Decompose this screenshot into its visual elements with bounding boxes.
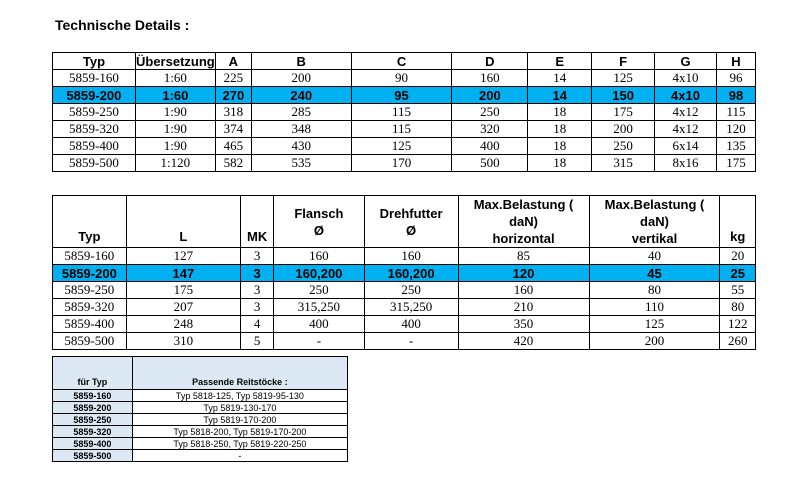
table-cell: 250 [274, 282, 364, 299]
table-row [53, 414, 348, 426]
table-cell: 250 [364, 282, 458, 299]
table-row [53, 155, 756, 172]
table-cell: 5859-500 [53, 333, 127, 350]
table-cell: 240 [251, 87, 351, 104]
table-cell: - [132, 450, 347, 462]
table-cell: Typ 5819-170-200 [132, 414, 347, 426]
table-cell: 110 [589, 299, 720, 316]
header-line: Ø [406, 222, 417, 238]
table-cell: 175 [592, 104, 655, 121]
table-cell: 3 [241, 265, 274, 282]
table-row [53, 104, 756, 121]
table-cell: 318 [215, 104, 251, 121]
header-cell [589, 196, 720, 248]
table-row [53, 316, 756, 333]
table-cell: 250 [592, 138, 655, 155]
table-cell: 207 [126, 299, 240, 316]
table-cell: 1:120 [135, 155, 215, 172]
table-cell: 400 [364, 316, 458, 333]
table-cell: 420 [458, 333, 589, 350]
table-cell: 1:90 [135, 104, 215, 121]
table-cell: 147 [126, 265, 240, 282]
header-cell: kg [720, 196, 756, 248]
table-cell: 315,250 [274, 299, 364, 316]
table-cell: 270 [215, 87, 251, 104]
table-cell: 175 [716, 155, 755, 172]
table-cell: 98 [716, 87, 755, 104]
table-cell: 45 [589, 265, 720, 282]
table-cell: 1:90 [135, 121, 215, 138]
header-cell [364, 196, 458, 248]
table-cell: 120 [716, 121, 755, 138]
table-cell: 3 [241, 248, 274, 265]
table-cell: 285 [251, 104, 351, 121]
table-cell: 14 [528, 87, 592, 104]
table-cell: 18 [528, 155, 592, 172]
table-cell: 4 [241, 316, 274, 333]
table-row [53, 282, 756, 299]
header-line: vertikal [631, 231, 678, 246]
table-row-highlighted [53, 265, 756, 282]
table-cell: 25 [720, 265, 756, 282]
table-cell: 5859-400 [53, 316, 127, 333]
table-cell: 95 [351, 87, 452, 104]
table-cell: 5859-250 [53, 414, 133, 426]
table-cell: 250 [452, 104, 528, 121]
table-cell: 14 [528, 70, 592, 87]
header-cell [274, 196, 364, 248]
table-cell: Typ 5819-130-170 [132, 402, 347, 414]
table-row [53, 402, 348, 414]
header-cell: MK [241, 196, 274, 248]
table-cell: 55 [720, 282, 756, 299]
header-line: horizontal [492, 231, 555, 246]
table-cell: 5859-200 [53, 402, 133, 414]
table-cell: 465 [215, 138, 251, 155]
header-cell: Typ [53, 196, 127, 248]
table-cell: 5859-160 [53, 390, 133, 402]
table-cell: 400 [452, 138, 528, 155]
table-cell: Typ 5818-250, Typ 5819-220-250 [132, 438, 347, 450]
table-cell: 200 [251, 70, 351, 87]
table-row [53, 121, 756, 138]
load-table [52, 195, 756, 350]
header-cell: D [452, 53, 528, 70]
table-cell: 18 [528, 104, 592, 121]
table-cell: 125 [592, 70, 655, 87]
table-cell: 225 [215, 70, 251, 87]
table-cell: 5859-320 [53, 426, 133, 438]
table-cell: 160,200 [364, 265, 458, 282]
table-cell: 80 [720, 299, 756, 316]
table-cell: 5 [241, 333, 274, 350]
table-cell: 5859-400 [53, 438, 133, 450]
table-cell: 5859-160 [53, 248, 127, 265]
header-cell: C [351, 53, 452, 70]
header-cell: A [215, 53, 251, 70]
table-cell: 90 [351, 70, 452, 87]
table-cell: 248 [126, 316, 240, 333]
table-row [53, 390, 348, 402]
header-cell [458, 196, 589, 248]
table-cell: 127 [126, 248, 240, 265]
table-cell: 5859-320 [53, 299, 127, 316]
header-cell: F [592, 53, 655, 70]
table-cell: 320 [452, 121, 528, 138]
table-cell: 3 [241, 299, 274, 316]
table-header-row [53, 357, 348, 390]
header-line: Max.Belastung ( daN) [473, 197, 574, 229]
header-cell: B [251, 53, 351, 70]
table-cell: 210 [458, 299, 589, 316]
header-cell: E [528, 53, 592, 70]
table-cell: 160 [458, 282, 589, 299]
table-cell: 310 [126, 333, 240, 350]
table-cell: 350 [458, 316, 589, 333]
table-row [53, 138, 756, 155]
table-cell: 135 [716, 138, 755, 155]
table-cell: 315,250 [364, 299, 458, 316]
table-cell: 4x10 [655, 87, 717, 104]
header-line: Ø [313, 222, 324, 238]
table-cell: 115 [351, 104, 452, 121]
table-row [53, 450, 348, 462]
table-cell: 348 [251, 121, 351, 138]
table-cell: 4x12 [655, 121, 717, 138]
table-cell: 5859-500 [53, 450, 133, 462]
table-cell: 160 [364, 248, 458, 265]
table-cell: 4x12 [655, 104, 717, 121]
header-cell: für Typ [53, 357, 133, 390]
table-cell: 535 [251, 155, 351, 172]
table-cell: 40 [589, 248, 720, 265]
table-cell: 115 [716, 104, 755, 121]
table-cell: 5859-320 [53, 121, 136, 138]
table-cell: 260 [720, 333, 756, 350]
table-cell: - [364, 333, 458, 350]
table-cell: 18 [528, 121, 592, 138]
table-cell: 1:60 [135, 87, 215, 104]
table-cell: 160,200 [274, 265, 364, 282]
table-cell: 400 [274, 316, 364, 333]
table-header-row [53, 196, 756, 248]
table-cell: Typ 5818-200, Typ 5819-170-200 [132, 426, 347, 438]
table-cell: 80 [589, 282, 720, 299]
table-header-row [53, 53, 756, 70]
table-cell: 5859-500 [53, 155, 136, 172]
table-cell: Typ 5818-125, Typ 5819-95-130 [132, 390, 347, 402]
table-cell: 582 [215, 155, 251, 172]
table-cell: 122 [720, 316, 756, 333]
table-cell: - [274, 333, 364, 350]
table-cell: 500 [452, 155, 528, 172]
table-row [53, 333, 756, 350]
table-cell: 8x16 [655, 155, 717, 172]
header-cell: Passende Reitstöcke : [132, 357, 347, 390]
table-cell: 5859-200 [53, 87, 136, 104]
table-cell: 150 [592, 87, 655, 104]
header-cell: Übersetzung [136, 53, 215, 69]
table-cell: 5859-200 [53, 265, 127, 282]
header-line: Drehfutter [379, 205, 443, 221]
table-cell: 20 [720, 248, 756, 265]
header-line: Flansch [294, 205, 344, 221]
table-cell: 374 [215, 121, 251, 138]
table-cell: 125 [351, 138, 452, 155]
header-cell: Typ [53, 53, 136, 70]
table-cell: 5859-160 [53, 70, 136, 87]
table-cell: 125 [589, 316, 720, 333]
table-cell: 200 [592, 121, 655, 138]
table-cell: 18 [528, 138, 592, 155]
header-cell: L [126, 196, 240, 248]
table-row [53, 70, 756, 87]
table-cell: 85 [458, 248, 589, 265]
table-row-highlighted [53, 87, 756, 104]
table-cell: 315 [592, 155, 655, 172]
table-cell: 5859-400 [53, 138, 136, 155]
table-cell: 160 [452, 70, 528, 87]
table-cell: 4x10 [655, 70, 717, 87]
table-cell: 120 [458, 265, 589, 282]
page-title: Technische Details : [55, 17, 190, 33]
table-cell: 200 [589, 333, 720, 350]
table-row [53, 438, 348, 450]
header-cell: G [655, 53, 717, 70]
table-cell: 6x14 [655, 138, 717, 155]
details-table [52, 52, 756, 172]
table-cell: 115 [351, 121, 452, 138]
reitstock-table [52, 356, 348, 462]
header-line: Max.Belastung ( daN) [604, 197, 705, 229]
table-row [53, 248, 756, 265]
table-cell: 1:60 [135, 70, 215, 87]
table-cell: 160 [274, 248, 364, 265]
table-cell: 1:90 [135, 138, 215, 155]
table-cell: 200 [452, 87, 528, 104]
table-cell: 5859-250 [53, 104, 136, 121]
table-row [53, 426, 348, 438]
header-cell: H [716, 53, 755, 70]
table-cell: 430 [251, 138, 351, 155]
table-row [53, 299, 756, 316]
table-cell: 96 [716, 70, 755, 87]
table-cell: 3 [241, 282, 274, 299]
table-cell: 5859-250 [53, 282, 127, 299]
table-cell: 175 [126, 282, 240, 299]
table-cell: 170 [351, 155, 452, 172]
